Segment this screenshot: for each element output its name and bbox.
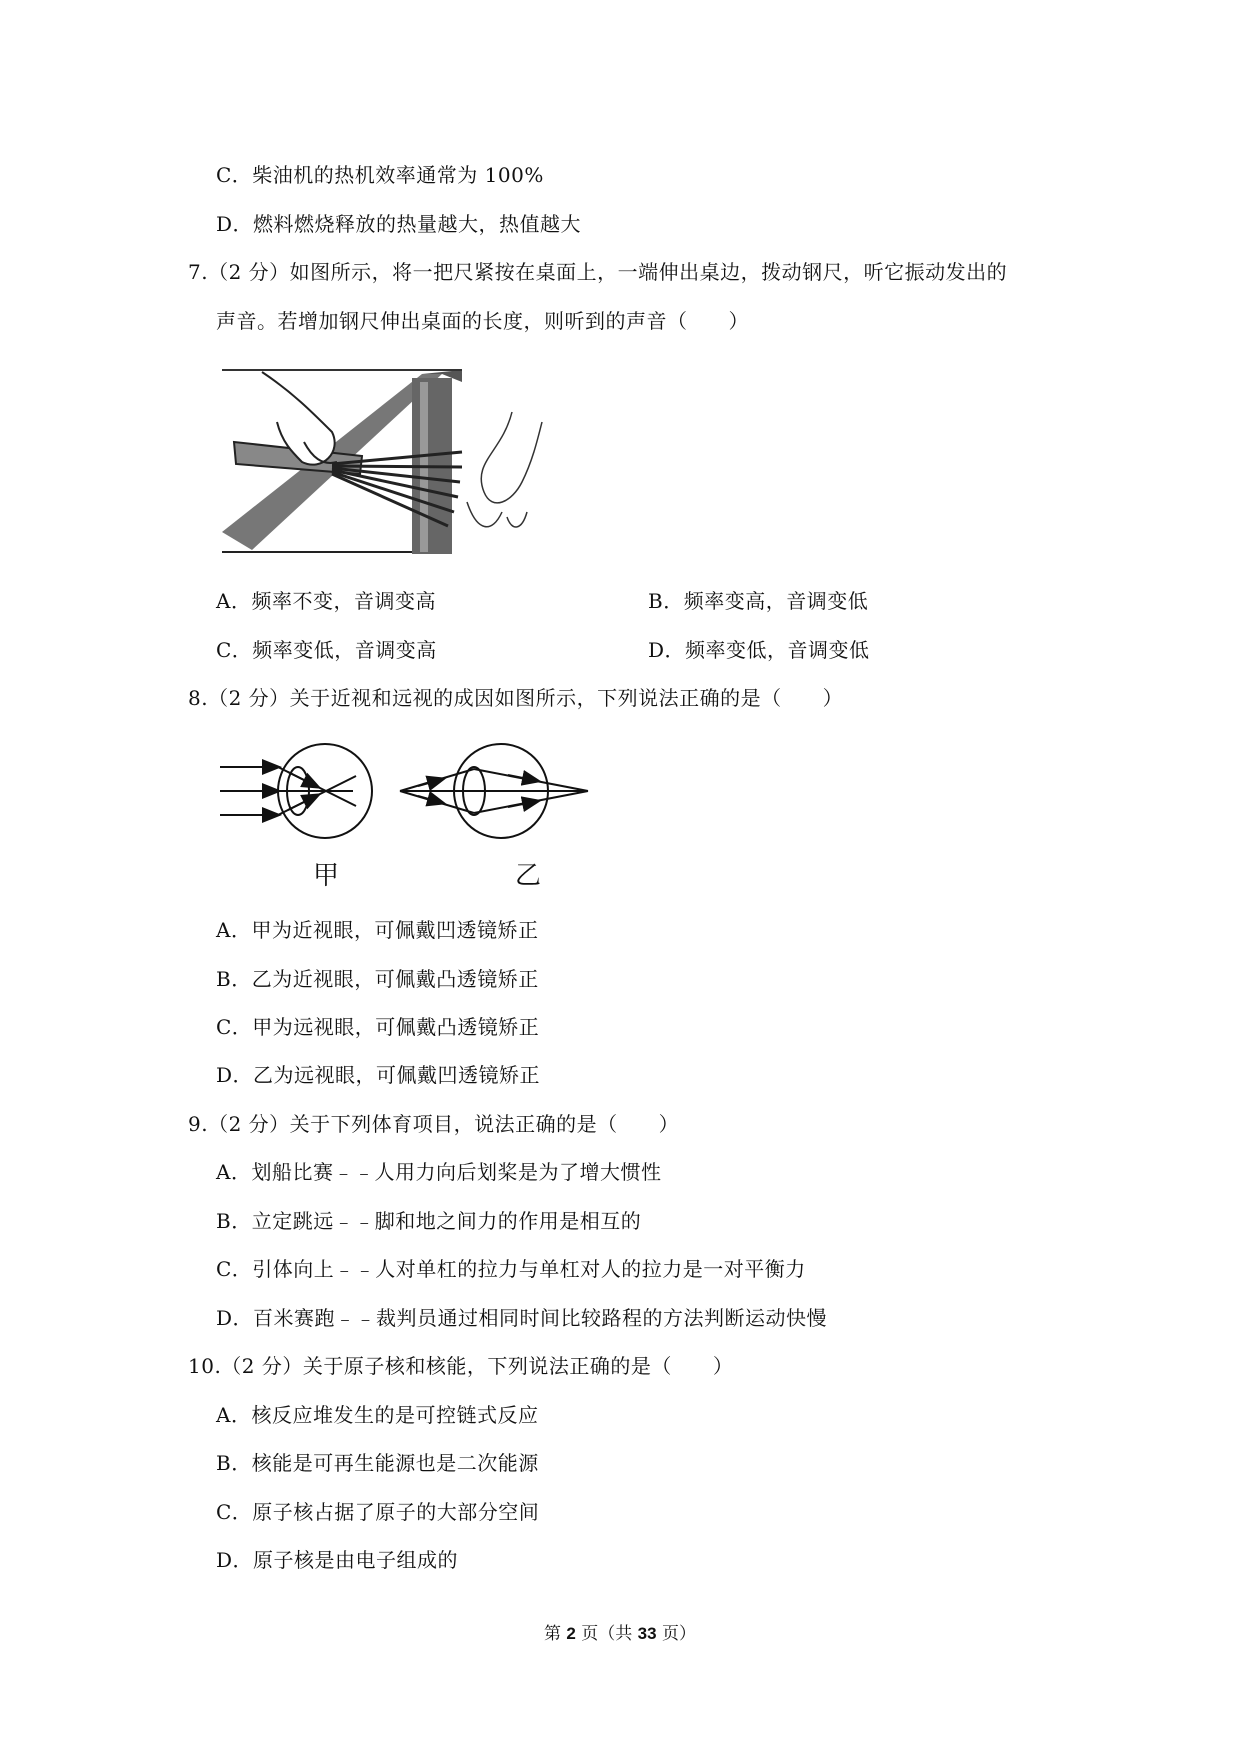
question-10-stem: 10.（2 分）关于原子核和核能，下列说法正确的是（ ） bbox=[188, 1354, 734, 1378]
q8-option-c: C．甲为远视眼，可佩戴凸透镜矫正 bbox=[216, 1015, 540, 1039]
footer-prefix: 第 bbox=[543, 1624, 567, 1644]
q7-option-a: A．频率不变，音调变高 bbox=[216, 589, 436, 613]
q9-option-a: A．划船比赛﹣﹣人用力向后划桨是为了增大惯性 bbox=[216, 1160, 662, 1184]
eye-jia-diagram bbox=[220, 744, 372, 838]
footer-middle: 页（共 bbox=[575, 1624, 638, 1644]
q10-option-c: C．原子核占据了原子的大部分空间 bbox=[216, 1500, 540, 1524]
footer-page-number: 2 bbox=[566, 1624, 576, 1643]
question-8-stem: 8.（2 分）关于近视和远视的成因如图所示，下列说法正确的是（ ） bbox=[188, 686, 844, 710]
q9-option-c: C．引体向上﹣﹣人对单杠的拉力与单杠对人的拉力是一对平衡力 bbox=[216, 1257, 806, 1281]
question-9-stem: 9.（2 分）关于下列体育项目，说法正确的是（ ） bbox=[188, 1112, 680, 1136]
q9-option-d: D．百米赛跑﹣﹣裁判员通过相同时间比较路程的方法判断运动快慢 bbox=[216, 1306, 828, 1330]
eye-label-jia: 甲 bbox=[313, 861, 340, 891]
page-footer bbox=[0, 1623, 1240, 1645]
q8-option-b: B．乙为近视眼，可佩戴凸透镜矫正 bbox=[216, 967, 539, 991]
eye-diagrams-figure bbox=[218, 734, 608, 894]
eye-label-yi: 乙 bbox=[515, 861, 542, 891]
q10-option-b: B．核能是可再生能源也是二次能源 bbox=[216, 1451, 539, 1475]
question-7-stem: 7.（2 分）如图所示，将一把尺紧按在桌面上，一端伸出桌边，拨动钢尺，听它振动发出的 bbox=[188, 260, 1008, 284]
footer-total-pages: 33 bbox=[637, 1624, 657, 1643]
question-7-stem-cont: 声音。若增加钢尺伸出桌面的长度，则听到的声音（ ） bbox=[216, 309, 749, 333]
q10-option-d: D．原子核是由电子组成的 bbox=[216, 1548, 459, 1572]
eye-yi-diagram bbox=[400, 744, 588, 838]
q8-option-d: D．乙为远视眼，可佩戴凹透镜矫正 bbox=[216, 1063, 541, 1087]
footer-suffix: 页） bbox=[656, 1624, 696, 1644]
q7-option-d: D．频率变低，音调变低 bbox=[648, 638, 870, 662]
q9-option-b: B．立定跳远﹣﹣脚和地之间力的作用是相互的 bbox=[216, 1209, 642, 1233]
line-q6c: C．柴油机的热机效率通常为 100% bbox=[216, 163, 544, 187]
ruler-table-figure bbox=[222, 362, 562, 554]
q7-option-b: B．频率变高，音调变低 bbox=[648, 589, 869, 613]
line-q6d: D．燃料燃烧释放的热量越大，热值越大 bbox=[216, 212, 582, 236]
q10-option-a: A．核反应堆发生的是可控链式反应 bbox=[216, 1403, 539, 1427]
q8-option-a: A．甲为近视眼，可佩戴凹透镜矫正 bbox=[216, 918, 539, 942]
q7-option-c: C．频率变低，音调变高 bbox=[216, 638, 437, 662]
